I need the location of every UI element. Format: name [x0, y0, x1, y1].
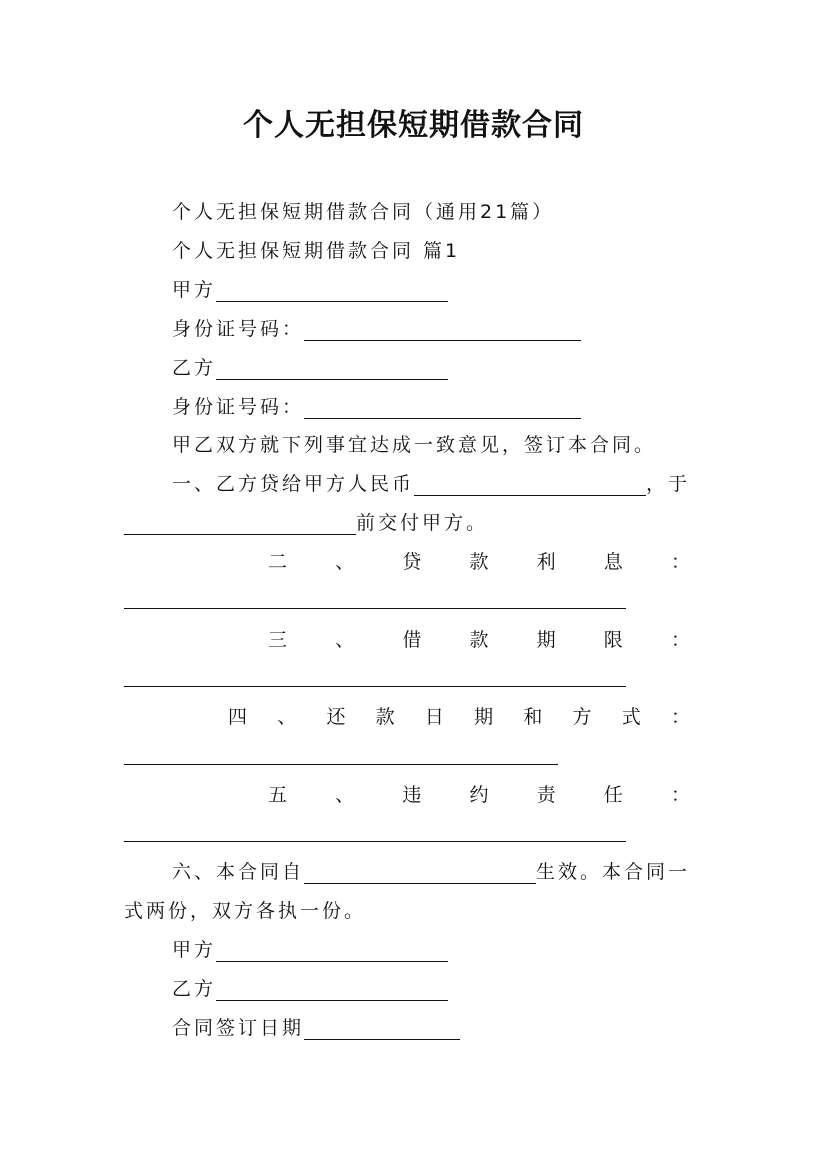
- clause-3-char: 三: [268, 629, 288, 651]
- clause-1-suffix: 前交付甲方。: [356, 512, 489, 534]
- party-b-id-row: [172, 395, 581, 419]
- clause-5-char: 、: [335, 784, 355, 806]
- sign-date-row: [172, 1016, 460, 1040]
- agreement-intro: 甲乙双方就下列事宜达成一致意见，签订本合同。: [172, 434, 657, 456]
- clause-2-heading: [268, 550, 690, 574]
- clause-4-char: 、: [277, 706, 297, 728]
- clause-2-char: 二: [268, 551, 288, 573]
- clause-4-char: 款: [375, 706, 395, 728]
- delivery-date-blank[interactable]: [124, 514, 356, 535]
- clause-1-row: [172, 472, 690, 496]
- clause-2-char: 款: [469, 551, 489, 573]
- clause-5-char: ：: [670, 784, 690, 806]
- clause-4-char: 还: [326, 706, 346, 728]
- clause-4-char: 四: [228, 706, 248, 728]
- sign-party-b-row: [172, 977, 448, 1001]
- clause-3-char: 借: [402, 629, 422, 651]
- clause-6-row: [172, 860, 690, 884]
- party-b-id-label: 身份证号码：: [172, 396, 305, 418]
- clause-5-char: 约: [469, 784, 489, 806]
- clause-5-char: 责: [536, 784, 556, 806]
- clause-5-char: 违: [402, 784, 422, 806]
- clause-3-heading: [268, 628, 690, 652]
- clause-4-char: 期: [474, 706, 494, 728]
- clause-4-char: 和: [523, 706, 543, 728]
- clause-4-char: 日: [424, 706, 444, 728]
- clause-2-char: 贷: [402, 551, 422, 573]
- clause-2-char: 息: [603, 551, 623, 573]
- clause-4-char: 式: [621, 706, 641, 728]
- clause-2-char: 、: [335, 551, 355, 573]
- sign-party-a-blank[interactable]: [216, 941, 448, 962]
- clause-3-char: 、: [335, 629, 355, 651]
- party-a-label: 甲方: [172, 279, 217, 301]
- sign-party-b-label: 乙方: [172, 978, 217, 1000]
- clause-3-char: ：: [670, 629, 690, 651]
- clause-4-heading: [228, 705, 690, 729]
- clause-6-cont: 式两份，双方各执一份。: [124, 900, 367, 922]
- clause-6-suffix: 生效。本合同一: [536, 861, 691, 883]
- clause-4-blank[interactable]: [124, 764, 558, 765]
- clause-1-mid: ，于: [646, 473, 691, 495]
- clause-1-prefix: 一、乙方贷给甲方人民币: [172, 473, 415, 495]
- clause-3-char: 款: [469, 629, 489, 651]
- party-a-id-blank[interactable]: [304, 320, 581, 341]
- page-title: 个人无担保短期借款合同: [243, 108, 584, 143]
- sign-party-a-row: [172, 938, 448, 962]
- clause-3-char: 期: [536, 629, 556, 651]
- sign-date-label: 合同签订日期: [172, 1017, 305, 1039]
- party-a-id-label: 身份证号码：: [172, 318, 305, 340]
- document-subtitle: 个人无担保短期借款合同（通用21篇）: [172, 201, 555, 223]
- clause-2-char: 利: [536, 551, 556, 573]
- clause-4-char: 方: [572, 706, 592, 728]
- clause-5-heading: [268, 783, 690, 807]
- clause-5-blank[interactable]: [124, 841, 626, 842]
- party-b-blank[interactable]: [216, 359, 448, 380]
- party-b-id-blank[interactable]: [304, 398, 581, 419]
- clause-2-blank[interactable]: [124, 608, 626, 609]
- party-a-blank[interactable]: [216, 281, 448, 302]
- sign-party-b-blank[interactable]: [216, 980, 448, 1001]
- clause-2-char: ：: [670, 551, 690, 573]
- clause-5-char: 五: [268, 784, 288, 806]
- party-a-row: [172, 278, 448, 302]
- clause-3-blank[interactable]: [124, 686, 626, 687]
- clause-1-cont-row: [124, 511, 488, 535]
- effective-date-blank[interactable]: [304, 863, 536, 884]
- clause-4-char: ：: [670, 706, 690, 728]
- clause-5-char: 任: [603, 784, 623, 806]
- party-b-label: 乙方: [172, 357, 217, 379]
- party-a-id-row: [172, 317, 581, 341]
- clause-3-char: 限: [603, 629, 623, 651]
- sign-party-a-label: 甲方: [172, 939, 217, 961]
- sign-date-blank[interactable]: [304, 1019, 460, 1040]
- chapter-heading: 个人无担保短期借款合同 篇1: [172, 240, 461, 262]
- party-b-row: [172, 356, 448, 380]
- loan-amount-blank[interactable]: [414, 475, 646, 496]
- clause-6-prefix: 六、本合同自: [172, 861, 305, 883]
